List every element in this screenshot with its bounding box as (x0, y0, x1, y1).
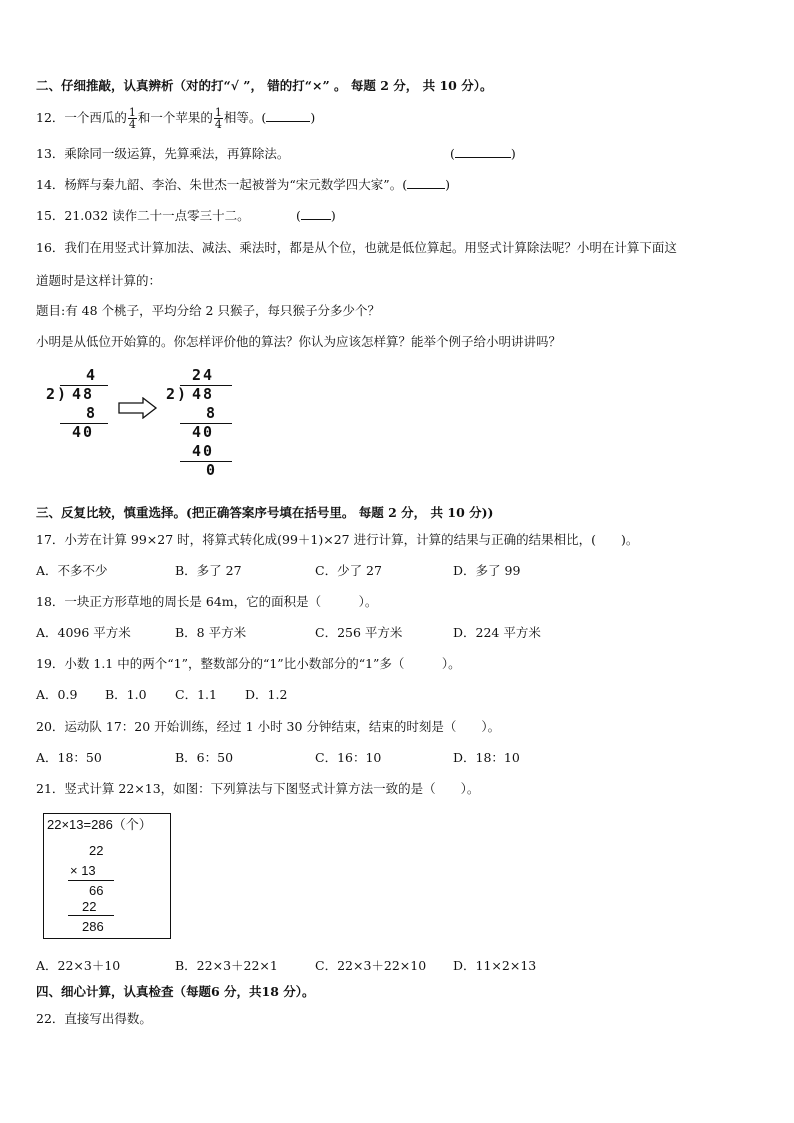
q12-text-pre: 12．一个西瓜的 (36, 110, 127, 125)
step-subtract-2: 40 (192, 442, 215, 460)
q21-option-a[interactable]: A．22×3＋10 (36, 958, 121, 973)
q12-text-mid: 和一个苹果的 (137, 110, 213, 125)
q20-option-d[interactable]: D．18：10 (453, 750, 520, 765)
box-line-2 (68, 915, 114, 916)
quotient: 4 (86, 366, 96, 384)
q13-answer-slot (450, 145, 516, 163)
q19-option-c[interactable]: C．1.1 (175, 687, 217, 702)
q18-option-b[interactable]: B．8 平方米 (175, 625, 247, 640)
multiplication-box (43, 813, 171, 939)
question-16-line-3: 题目:有 48 个桃子，平均分给 2 只猴子，每只猴子分多少个？ (36, 303, 380, 318)
quotient: 24 (192, 366, 215, 384)
close-paren: ) (310, 110, 316, 125)
question-21: 21．竖式计算 22×13，如图：下列算法与下图竖式计算方法一致的是（ ）。 (36, 781, 480, 796)
q17-option-b[interactable]: B．多了 27 (175, 563, 242, 578)
question-16-line-1: 16．我们在用竖式计算加法、减法、乘法时，都是从个位，也就是低位算起。用竖式计算除法呢？小明在计算下面这 (36, 240, 677, 255)
fraction-denominator: 4 (128, 118, 136, 131)
q21-option-b[interactable]: B．22×3＋22×1 (175, 958, 278, 973)
section-2-heading: 二、仔细推敲，认真辨析（对的打“√ ”， 错的打“×” 。 每题 2 分， 共 10 分）。 (36, 78, 493, 93)
box-line-1 (68, 880, 114, 881)
question-13 (36, 145, 289, 163)
question-15 (36, 207, 250, 225)
step-remainder: 0 (206, 461, 216, 479)
q15-text: 15．21.032 读作二十一点零三十二。 (36, 208, 250, 223)
section-3-heading: 三、反复比较，慎重选择。(把正确答案序号填在括号里。 每题 2 分， 共 10 分)) (36, 505, 494, 520)
q19-option-b[interactable]: B．1.0 (105, 687, 147, 702)
question-16-line-4: 小明是从低位开始算的。你怎样评价他的算法？你认为应该怎样算？能举个例子给小明讲讲吗？ (36, 334, 562, 349)
fraction-numerator: 1 (128, 106, 136, 119)
division-bracket: ) (177, 385, 187, 403)
q18-option-d[interactable]: D．224 平方米 (453, 625, 541, 640)
question-18: 18．一块正方形草地的周长是 64m，它的面积是（ ）。 (36, 594, 378, 609)
close-paren: ) (445, 177, 450, 192)
step-bring-down: 40 (192, 423, 215, 441)
question-14 (36, 176, 450, 194)
q17-option-d[interactable]: D．多了 99 (453, 563, 521, 578)
dividend: 48 (192, 385, 215, 403)
step-subtract-1: 8 (206, 404, 216, 422)
q21-option-d[interactable]: D．11×2×13 (453, 958, 537, 973)
box-product: 286 (82, 919, 104, 934)
q18-option-c[interactable]: C．256 平方米 (315, 625, 403, 640)
q14-text: 14．杨辉与秦九韶、李治、朱世杰一起被誉为“宋元数学四大家”。( (36, 177, 408, 192)
q21-option-c[interactable]: C．22×3＋22×10 (315, 958, 427, 973)
step-remainder: 40 (72, 423, 95, 441)
answer-blank[interactable] (407, 176, 445, 189)
dividend: 48 (72, 385, 95, 403)
answer-blank[interactable] (301, 207, 331, 220)
box-row-multiplicand: 22 (89, 843, 104, 858)
question-12 (36, 105, 315, 131)
q19-option-d[interactable]: D．1.2 (245, 687, 288, 702)
divisor: 2 (46, 385, 56, 403)
q20-option-c[interactable]: C．16：10 (315, 750, 382, 765)
q17-option-a[interactable]: A．不多不少 (36, 563, 108, 578)
step-subtract: 8 (86, 404, 96, 422)
q20-option-b[interactable]: B．6：50 (175, 750, 234, 765)
answer-blank[interactable] (455, 145, 511, 158)
fraction-one-quarter (128, 107, 137, 130)
answer-blank[interactable] (266, 109, 310, 122)
divisor: 2 (166, 385, 176, 403)
right-arrow-icon (118, 397, 158, 419)
question-17: 17．小芳在计算 99×27 时，将算式转化成(99＋1)×27 进行计算，计算的结果与正确的结果相比，( )。 (36, 532, 639, 547)
q19-option-a[interactable]: A．0.9 (36, 687, 78, 702)
question-20: 20．运动队 17：20 开始训练，经过 1 小时 30 分钟结束，结束的时刻是（ ）。 (36, 719, 501, 734)
box-row-multiplier: × 13 (70, 863, 96, 878)
q17-option-c[interactable]: C．少了 27 (315, 563, 382, 578)
close-paren: ) (510, 146, 516, 161)
question-16-line-2: 道题时是这样计算的： (36, 273, 162, 288)
section-4-heading: 四、细心计算，认真检查（每题6 分，共18 分）。 (36, 984, 315, 999)
q12-text-post: 相等。( (223, 110, 267, 125)
fraction-denominator: 4 (214, 118, 222, 131)
fraction-one-quarter-2 (214, 107, 223, 130)
open-paren: ( (450, 146, 455, 161)
open-paren: ( (296, 208, 301, 223)
question-22: 22．直接写出得数。 (36, 1011, 152, 1026)
box-partial-1: 66 (89, 883, 104, 898)
box-title: 22×13=286（个） (47, 817, 152, 832)
fraction-numerator: 1 (214, 106, 222, 119)
q20-option-a[interactable]: A．18：50 (36, 750, 102, 765)
q15-answer-slot (296, 207, 336, 225)
box-partial-2: 22 (82, 899, 97, 914)
question-19: 19．小数 1.1 中的两个“1”，整数部分的“1”比小数部分的“1”多（ ）。 (36, 656, 461, 671)
q18-option-a[interactable]: A．4096 平方米 (36, 625, 131, 640)
division-bracket: ) (57, 385, 67, 403)
q13-text: 13．乘除同一级运算，先算乘法，再算除法。 (36, 146, 290, 161)
close-paren: ) (330, 208, 336, 223)
